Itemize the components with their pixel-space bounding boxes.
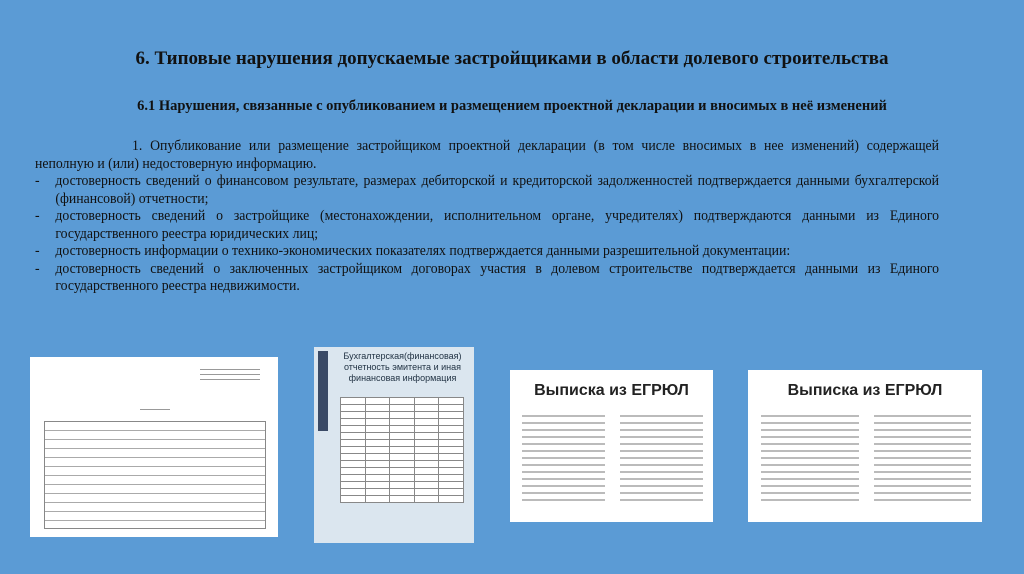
report-table [340, 397, 464, 503]
list-item: - достоверность сведений о заключенных застройщиком договорах участия в долевом строительстве подтверждается данными из Единого государственного реестра недвижимости. [35, 261, 939, 296]
slide-subtitle: 6.1 Нарушения, связанные с опубликованием и размещением проектной декларации и вносимых в неё изменений [137, 98, 887, 114]
slide-title: 6. Типовые нарушения допускаемые застройщиками в области долевого строительства [135, 48, 889, 69]
list-item: - достоверность сведений о застройщике (местонахождении, исполнительном органе, учредителях) подтверждаются данными из Единого государственного реестра юридических лиц; [35, 208, 939, 243]
body-text [35, 138, 939, 296]
intro-paragraph: 1. Опубликование или размещение застройщиком проектной декларации (в том числе вносимых в нее изменений) содержащей неполную и (или) недостоверную информацию. [35, 138, 940, 172]
list-item: - достоверность информации о технико-экономических показателях подтверждается данными разрешительной документации: [35, 243, 939, 261]
egrul-title: Выписка из ЕГРЮЛ [787, 382, 943, 399]
list-item: - достоверность сведений о финансовом результате, размерах дебиторской и кредиторской задолженностей подтверждается данными бухгалтерской (финансовой) отчетности; [35, 173, 939, 208]
egrul-extract-image-2 [748, 370, 982, 522]
egrul-extract-image-1 [510, 370, 713, 522]
egrul-title: Выписка из ЕГРЮЛ [534, 382, 689, 399]
bullet-list [35, 173, 939, 296]
project-declaration-image [30, 357, 278, 537]
financial-report-image [314, 347, 474, 543]
report-title: Бухгалтерская(финансовая) отчетность эмитента и иная финансовая информация [343, 351, 462, 383]
